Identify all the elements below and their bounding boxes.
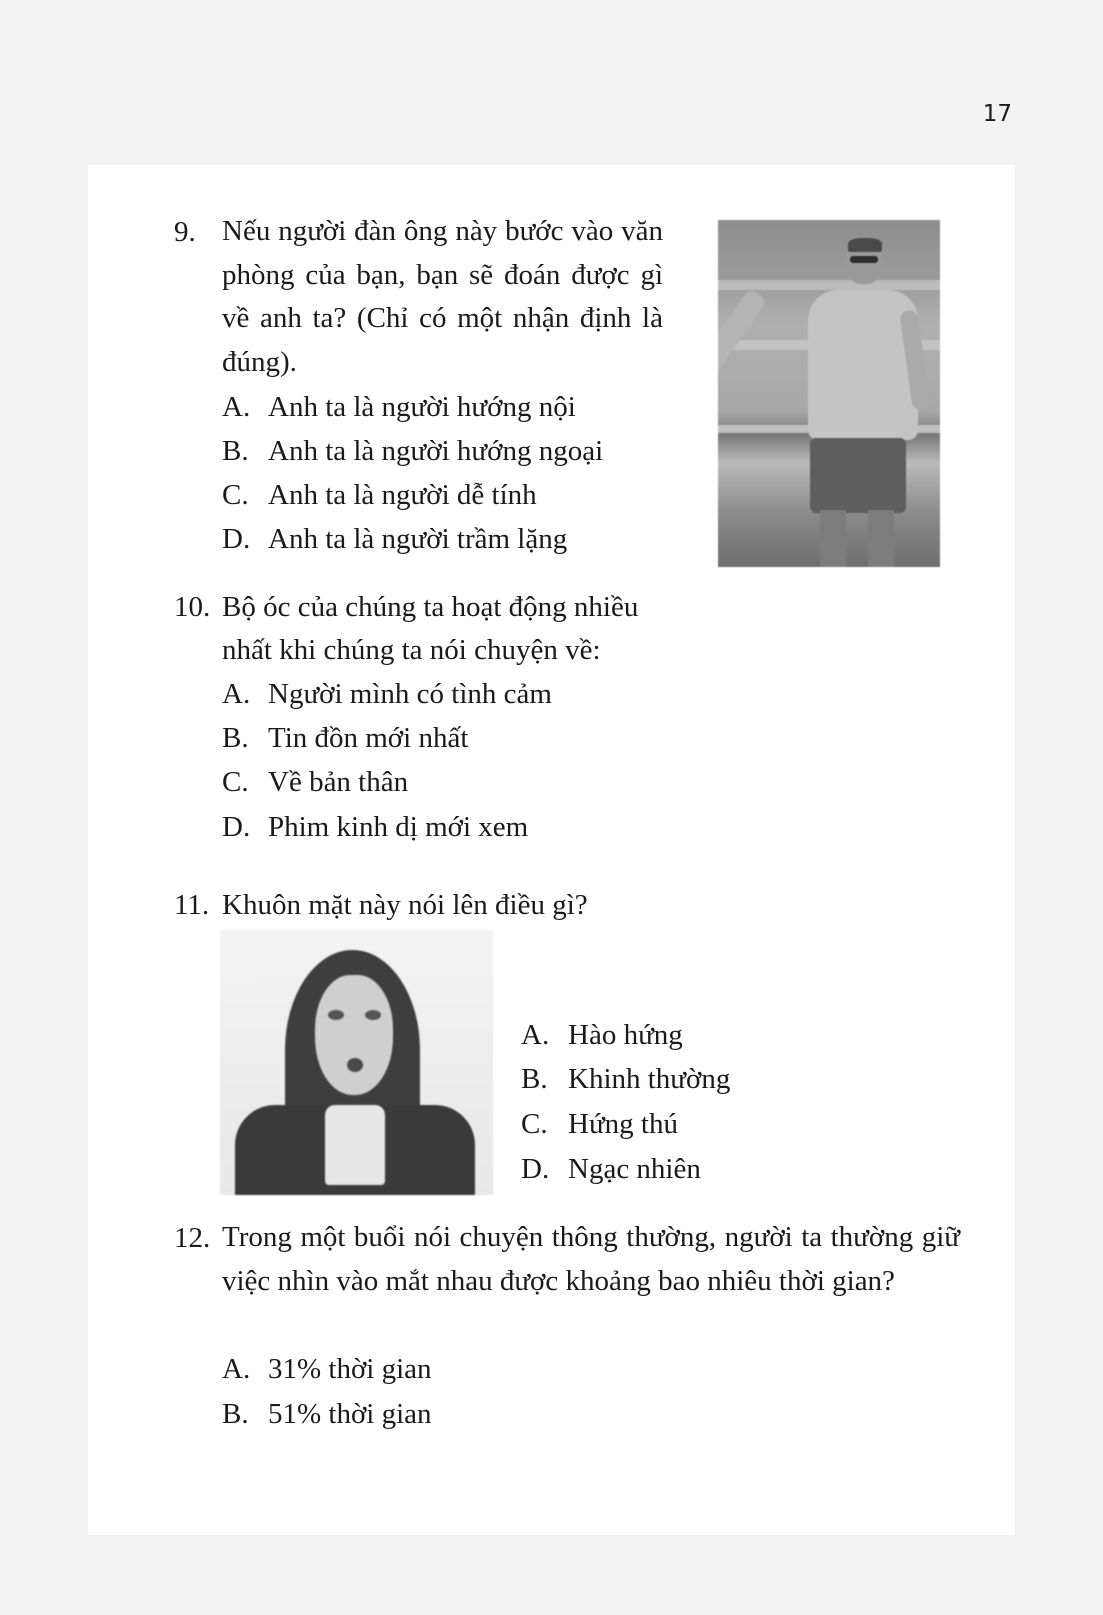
option-text: 31% thời gian: [268, 1353, 432, 1385]
question-text: Nếu người đàn ông này bước vào văn phòng của bạn, bạn sẽ đoán được gì về anh ta? (Chỉ có một nhận định là đúng).: [222, 215, 663, 378]
option-letter: D.: [521, 1153, 550, 1185]
quiz-page: [88, 165, 1015, 1535]
page-number: 17: [982, 101, 1012, 127]
option-text: Khinh thường: [568, 1063, 731, 1095]
question-number: 12.: [174, 1222, 211, 1254]
question-number: 11.: [174, 889, 210, 921]
option-letter: A.: [222, 1353, 251, 1385]
option-letter: C.: [222, 766, 249, 798]
option-letter: A.: [521, 1019, 550, 1051]
option-letter: C.: [521, 1108, 548, 1140]
option-letter: D.: [222, 811, 251, 843]
option-letter: A.: [222, 391, 251, 423]
option-text: Về bản thân: [268, 766, 409, 798]
option-text: Tin đồn mới nhất: [268, 722, 469, 754]
option-letter: D.: [222, 523, 251, 555]
option-text: Hào hứng: [568, 1019, 683, 1051]
option-letter: B.: [521, 1063, 548, 1095]
man-photo: [718, 220, 940, 567]
option-text: Anh ta là người dễ tính: [268, 479, 537, 511]
woman-photo: [220, 930, 493, 1195]
question-text: Trong một buổi nói chuyện thông thường, người ta thường giữ việc nhìn vào mắt nhau được khoảng bao nhiêu thời gian?: [222, 1221, 960, 1297]
option-letter: B.: [222, 435, 249, 467]
option-text: 51% thời gian: [268, 1398, 432, 1430]
option-letter: A.: [222, 678, 251, 710]
question-text-line: Bộ óc của chúng ta hoạt động nhiều: [222, 591, 639, 623]
option-text: Ngạc nhiên: [568, 1153, 701, 1185]
option-letter: B.: [222, 1398, 249, 1430]
option-text: Người mình có tình cảm: [268, 678, 552, 710]
option-letter: C.: [222, 479, 249, 511]
question-text-line: nhất khi chúng ta nói chuyện về:: [222, 634, 601, 666]
question-number: 9.: [174, 216, 196, 248]
question-text-line: Khuôn mặt này nói lên điều gì?: [222, 889, 588, 921]
option-letter: B.: [222, 722, 249, 754]
option-text: Phim kinh dị mới xem: [268, 811, 529, 843]
option-text: Anh ta là người trầm lặng: [268, 523, 568, 555]
option-text: Anh ta là người hướng ngoại: [268, 435, 604, 467]
option-text: Hứng thú: [568, 1108, 678, 1140]
question-number: 10.: [174, 591, 211, 623]
option-text: Anh ta là người hướng nội: [268, 391, 576, 423]
